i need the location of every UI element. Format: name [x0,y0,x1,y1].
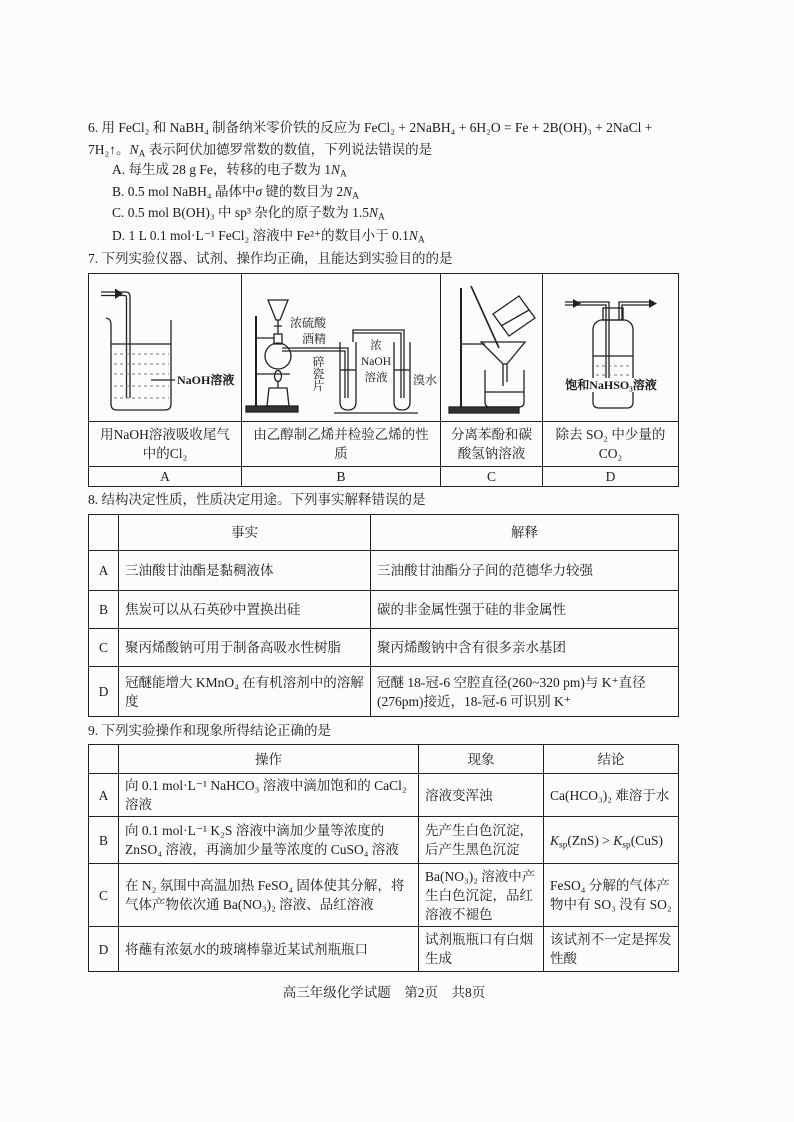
outlet-tube [619,302,651,320]
q7-letter-a: A [89,467,242,487]
q8-title: 8. 结构决定性质，性质决定用途。下列事实解释错误的是 [88,492,426,507]
q9-row-phenomenon: 先产生白色沉淀，后产生黑色沉淀 [419,817,544,864]
filter-funnel [481,342,525,386]
q9-header-operation: 操作 [119,745,419,774]
figure-a-drawing [89,274,241,421]
table-row [89,927,679,972]
q6-option-c: C. 0.5 mol B(OH)₃ 中 sp³ 杂化的原子数为 $1.5N_A$ [112,205,385,223]
liquid-hatching [596,366,631,375]
q9-row-letter: D [89,927,119,972]
pouring-liquid [501,310,529,326]
q9-row-operation: 将蘸有浓氨水的玻璃棒靠近某试剂瓶瓶口 [119,927,419,972]
q9-row-conclusion: 该试剂不一定是挥发性酸 [544,927,679,972]
q8-row-explanation: 碳的非金属性强于硅的非金属性 [371,591,679,629]
figure-b-label-conc-acid: 浓硫酸 [290,316,327,330]
stand-base [449,407,519,413]
q8-row-letter: B [89,591,119,629]
q9-title: 9. 下列实验操作和现象所得结论正确的是 [88,723,331,738]
q7-figure-cell-c [441,274,543,422]
q7-figure-cell-b [242,274,441,422]
text-italic: N [408,228,418,243]
table-row [89,591,679,629]
table-row [89,551,679,591]
text-italic: N [129,142,139,157]
q9-row-phenomenon: 溶液变浑浊 [419,774,544,817]
q8-row-explanation: 三油酸甘油酯分子间的范德华力较强 [371,551,679,591]
text-italic: N [343,184,353,199]
q9-row-phenomenon: Ba(NO₃)₂ 溶液中产生白色沉淀，品红溶液不褪色 [419,864,544,927]
q9-table [88,744,679,972]
text-sub: A [138,149,146,160]
q8-row-fact: 焦炭可以从石英砂中置换出硅 [119,591,371,629]
q6-option-d: D. 1 L 0.1 mol·L⁻¹ FeCl₂ 溶液中 Fe²⁺的数目小于 $0.1N_A$ [112,228,425,246]
figure-b-label-porcelain: 碎瓷片 [312,355,325,393]
q8-header-row [89,515,679,551]
outlet-arrow-icon [649,299,657,308]
q7-figure-cell-a [89,274,242,422]
q9-header-blank [89,745,119,774]
stand-base [246,406,298,412]
q7-letter-c: C [441,467,543,487]
q8-row-fact: 三油酸甘油酯是黏稠液体 [119,551,371,591]
q9-row-phenomenon: 试剂瓶瓶口有白烟生成 [419,927,544,972]
text-sub: A [378,212,385,223]
pouring-beaker [493,296,535,336]
liquid-hatching [114,354,169,398]
alcohol-lamp [267,381,289,406]
text-sub: sp [622,839,631,850]
figure-c-drawing [441,274,542,421]
figure-b-label-ethanol: 酒精 [302,332,327,346]
q8-row-fact: 冠醚能增大 KMnO₄ 在有机溶剂中的溶解度 [119,667,371,717]
q9-row-letter: B [89,817,119,864]
q9-row-letter: A [89,774,119,817]
page-footer: 高三年级化学试题 第2页 共8页 [282,985,486,1000]
q9-row-operation: 向 0.1 mol·L⁻¹ NaHCO₃ 溶液中滴加饱和的 CaCl₂ 溶液 [119,774,419,817]
q7-caption-a: 用NaOH溶液吸收尾气中的Cl₂ [89,422,242,467]
q9-header-conclusion: 结论 [544,745,679,774]
figure-a [89,274,241,421]
q9-row-operation: 在 N₂ 氛围中高温加热 FeSO₄ 固体使其分解，将气体产物依次通 Ba(NO₃)₂ 溶液、品红溶液 [119,864,419,927]
figure-b-drawing [242,274,440,421]
q7-letter-row [89,467,679,487]
q7-caption-row [89,422,679,467]
figure-b-label-bromine-water: 溴水 [413,373,438,387]
round-bottom-flask [265,343,291,369]
text-sub: A [340,169,347,180]
q7-letter-d: D [543,467,679,487]
figure-d-label-solution: 饱和NaHSO₃溶液 [547,378,675,392]
q8-row-letter: C [89,629,119,667]
q7-caption-d: 除去 SO₂ 中少量的 CO₂ [543,422,679,467]
q7-title: 7. 下列实验仪器、试剂、操作均正确，且能达到实验目的的是 [88,251,453,266]
text-sub: A [417,235,425,246]
table-row [89,629,679,667]
separatory-funnel [268,300,288,334]
q8-row-explanation: 聚丙烯酸钠中含有很多亲水基团 [371,629,679,667]
q8-row-fact: 聚丙烯酸钠可用于制备高吸水性树脂 [119,629,371,667]
q8-header-explanation: 解释 [371,515,679,551]
q7-letter-b: B [242,467,441,487]
gas-inlet-tube [101,292,130,398]
table-row [89,667,679,717]
q7-caption-c: 分离苯酚和碳酸氢钠溶液 [441,422,543,467]
q9-row-conclusion: $K_{sp}(ZnS) > K_{sp}(CuS)$ [544,817,679,864]
q7-figure-row [89,274,679,422]
text-sub: A [352,191,359,202]
table-row [89,817,679,864]
q9-header-row [89,745,679,774]
test-tube-2 [394,342,410,410]
q6-stem-line1: 6. 用 FeCl₂ 和 NaBH₄ 制备纳米零价铁的反应为 FeCl₂ + 2NaBH₄ + 6H₂O = Fe + 2B(OH)₃ + 2NaCl + [88,120,653,135]
q7-figure-cell-d [543,274,679,422]
q6-option-b: B. 0.5 mol NaBH₄ 晶体中σ 键的数目为 $2N_A$ [112,184,359,202]
q6-option-a: A. 每生成 28 g Fe，转移的电子数为 $1N_A$ [112,162,347,180]
q8-row-letter: A [89,551,119,591]
q7-table [88,273,679,487]
q8-row-explanation: 冠醚 18-冠-6 空腔直径(260~320 pm)与 K⁺直径(276pm)接近，18-冠-6 可识别 K⁺ [371,667,679,717]
figure-b [242,274,440,421]
text-italic: σ [255,184,263,199]
q8-header-fact: 事实 [119,515,371,551]
text-sub: sp [559,839,568,850]
q9-header-phenomenon: 现象 [419,745,544,774]
q6-stem-line2: 7H₂↑。$N_A$ 表示阿伏加德罗常数的数值，下列说法错误的是 [88,142,433,160]
text-italic: N [369,205,379,220]
text-italic: K [550,832,560,848]
q9-row-operation: 向 0.1 mol·L⁻¹ K₂S 溶液中滴加少量等浓度的 ZnSO₄ 溶液，再滴加少量等浓度的 CuSO₄ 溶液 [119,817,419,864]
flow-arrow-icon [115,289,123,300]
q9-row-conclusion: Ca(HCO₃)₂ 难溶于水 [544,774,679,817]
q8-header-blank [89,515,119,551]
figure-d-drawing [543,274,678,421]
q9-row-conclusion: FeSO₄ 分解的气体产物中有 SO₃ 没有 SO₂ [544,864,679,927]
q7-caption-b: 由乙醇制乙烯并检验乙烯的性质 [242,422,441,467]
inlet-arrow-icon [573,299,581,308]
figure-c [441,274,542,421]
q9-row-letter: C [89,864,119,927]
q8-row-letter: D [89,667,119,717]
text-italic: K [613,832,623,848]
table-row [89,864,679,927]
table-row [89,774,679,817]
figure-a-label-solution: NaOH溶液 [177,373,235,387]
figure-d [543,274,678,421]
figure-b-label-wash-solution: 浓NaOH溶液 [360,340,392,384]
receiving-beaker [485,370,524,407]
lamp-flame [275,371,282,382]
q8-table [88,514,679,717]
gas-washing-bottle [593,320,633,408]
text-italic: N [331,162,341,177]
